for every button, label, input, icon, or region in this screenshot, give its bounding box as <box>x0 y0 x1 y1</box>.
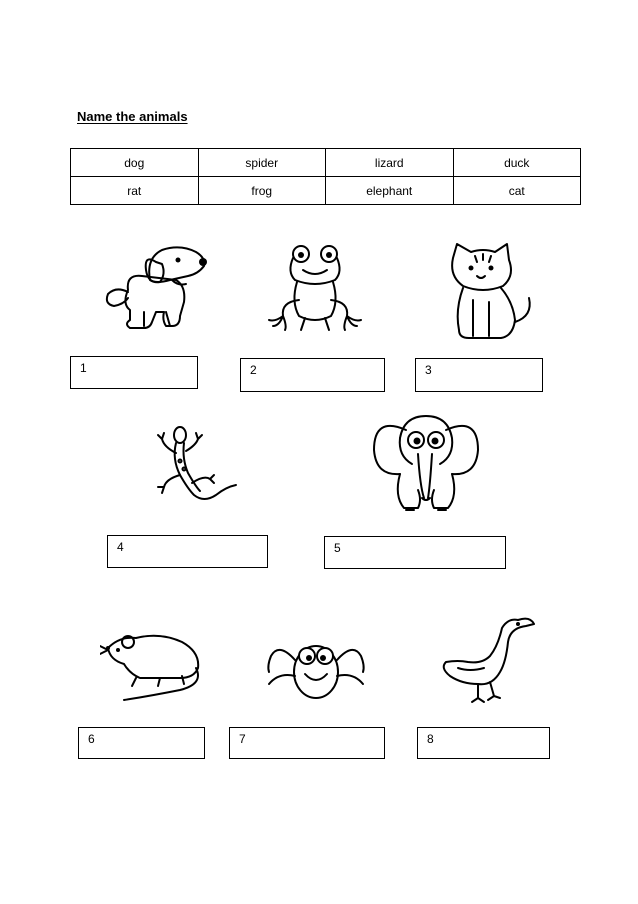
answer-box-3[interactable]: 3 <box>415 358 543 392</box>
word-bank-row <box>71 149 581 177</box>
elephant-picture <box>370 410 482 518</box>
word-cell: dog <box>71 149 199 177</box>
worksheet-title: Name the animals <box>77 109 188 124</box>
spider-picture <box>265 632 367 704</box>
word-cell: cat <box>453 177 581 205</box>
frog-picture <box>265 240 365 332</box>
word-cell: rat <box>71 177 199 205</box>
word-cell: elephant <box>326 177 454 205</box>
answer-box-6[interactable]: 6 <box>78 727 205 759</box>
word-cell: spider <box>198 149 326 177</box>
rat-picture <box>100 628 212 708</box>
answer-box-5[interactable]: 5 <box>324 536 506 569</box>
word-bank-table <box>70 148 581 205</box>
cat-picture <box>445 240 537 342</box>
answer-box-2[interactable]: 2 <box>240 358 385 392</box>
answer-box-1[interactable]: 1 <box>70 356 198 389</box>
duck-picture <box>438 612 538 708</box>
word-cell: frog <box>198 177 326 205</box>
lizard-picture <box>150 425 242 517</box>
word-cell: duck <box>453 149 581 177</box>
word-bank-row <box>71 177 581 205</box>
dog-picture <box>100 240 212 332</box>
answer-box-4[interactable]: 4 <box>107 535 268 568</box>
word-cell: lizard <box>326 149 454 177</box>
answer-box-8[interactable]: 8 <box>417 727 550 759</box>
answer-box-7[interactable]: 7 <box>229 727 385 759</box>
